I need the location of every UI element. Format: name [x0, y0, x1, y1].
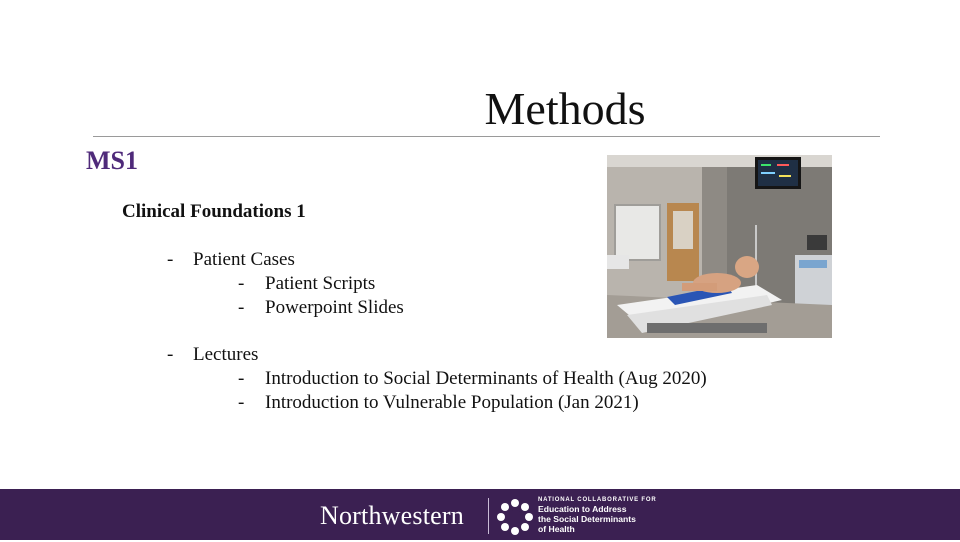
footer-divider — [488, 498, 489, 534]
footer-bar — [0, 489, 960, 540]
bullet-text: Patient Cases — [193, 249, 295, 270]
collaborative-logo-icon — [495, 497, 535, 537]
section-heading: MS1 — [86, 146, 138, 175]
sub-bullet-item — [238, 367, 707, 391]
collab-line-2: Education to Address — [538, 504, 627, 514]
collab-line-1: NATIONAL COLLABORATIVE FOR — [538, 497, 657, 503]
bullet-text: Introduction to Vulnerable Population (Jan 2021) — [265, 392, 639, 413]
collab-line-4: of Health — [538, 524, 575, 534]
bullet-dash: - — [238, 392, 245, 413]
sub-bullet-item — [238, 391, 639, 415]
collab-line-3: the Social Determinants — [538, 514, 636, 524]
bullet-text: Powerpoint Slides — [265, 297, 404, 318]
bullet-item — [167, 248, 295, 272]
course-heading: Clinical Foundations 1 — [122, 201, 306, 222]
bullet-dash: - — [167, 344, 174, 365]
collaborative-name — [538, 496, 656, 534]
sub-bullet-item — [238, 272, 376, 296]
bullet-text: Introduction to Social Determinants of Health (Aug 2020) — [265, 368, 707, 389]
bullet-text: Patient Scripts — [265, 273, 376, 294]
title-divider — [93, 136, 880, 137]
bullet-dash: - — [238, 297, 245, 318]
bullet-dash: - — [167, 249, 174, 270]
simulation-lab-photo — [607, 155, 832, 338]
bullet-dash: - — [238, 273, 245, 294]
sub-bullet-item — [238, 296, 404, 320]
bullet-item — [167, 343, 259, 367]
northwestern-wordmark: Northwestern — [320, 501, 464, 530]
slide-title: Methods — [484, 83, 646, 134]
bullet-text: Lectures — [193, 344, 259, 365]
bullet-dash: - — [238, 368, 245, 389]
